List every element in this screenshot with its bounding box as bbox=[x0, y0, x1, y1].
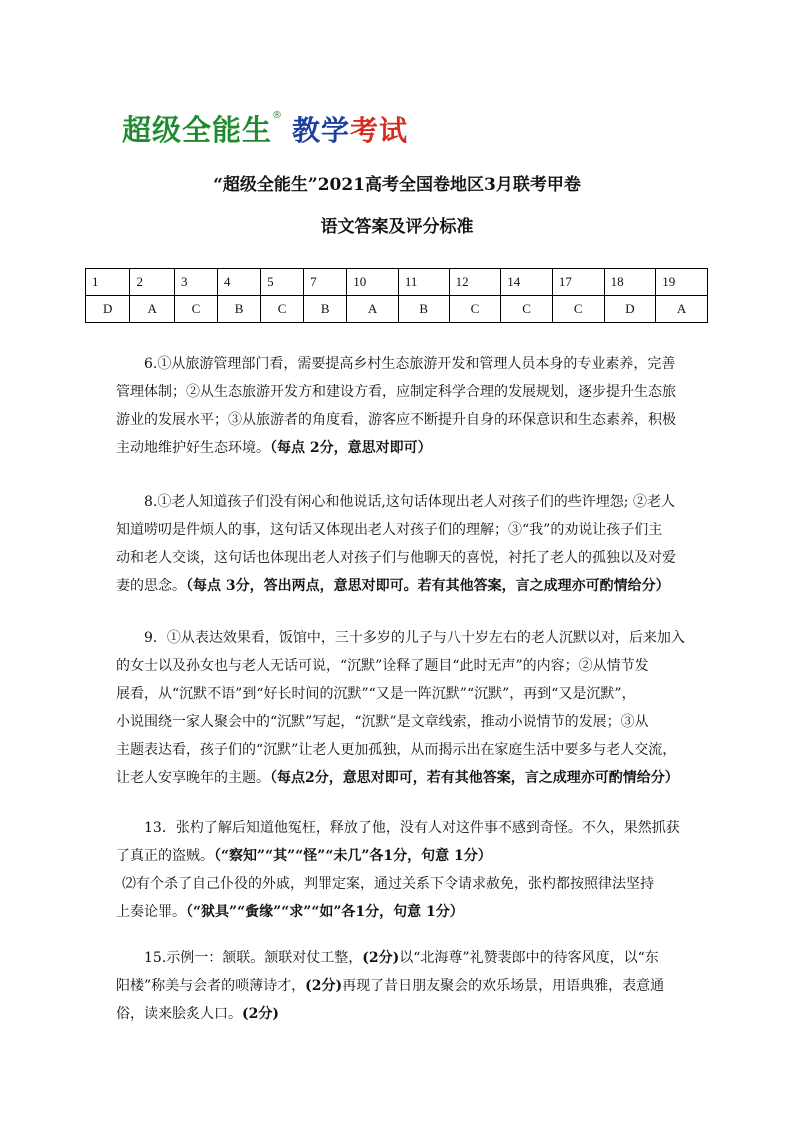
answer-line: 知道唠叨是件烦人的事，这句话又体现出老人对孩子们的理解；③“我”的劝说让孩子们主 bbox=[116, 522, 663, 538]
question-number: 18 bbox=[604, 269, 656, 296]
score-mark: (2分) bbox=[305, 978, 343, 994]
answer-letter: C bbox=[552, 296, 604, 323]
answer-line: 8.①老人知道孩子们没有闲心和他说话,这句话体现出老人对孩子们的些许埋怨; ②老人 bbox=[144, 494, 675, 510]
answer-line: 游业的发展水平；③从旅游者的角度看，游客应不断提升自身的环保意识和生态素养，积极 bbox=[116, 412, 676, 428]
answer-line: 管理体制；②从生态旅游开发方和建设方看，应制定科学合理的发展规划，逐步提升生态旅 bbox=[116, 384, 676, 400]
answer-q15 bbox=[116, 944, 702, 1028]
answer-letter-row bbox=[86, 296, 708, 323]
score-mark: (2分) bbox=[242, 1006, 279, 1022]
answer-line: 让老人安享晚年的主题。 bbox=[116, 770, 270, 786]
question-number: 11 bbox=[398, 269, 449, 296]
question-number: 17 bbox=[552, 269, 604, 296]
answer-letter: A bbox=[347, 296, 399, 323]
answer-letter: A bbox=[130, 296, 174, 323]
question-number: 1 bbox=[86, 269, 130, 296]
answer-table bbox=[85, 268, 708, 323]
answer-line: 小说围绕一家人聚会中的“沉默”写起，“沉默”是文章线索，推动小说情节的发展；③从 bbox=[116, 714, 649, 730]
answer-letter: C bbox=[449, 296, 501, 323]
question-number: 10 bbox=[347, 269, 399, 296]
answer-line: 上奏论罪。 bbox=[116, 904, 186, 920]
logo-brand-text: 超级全能生 bbox=[122, 113, 273, 147]
answer-q8 bbox=[116, 488, 702, 600]
answer-letter: D bbox=[86, 296, 130, 323]
scoring-note: （“狱具”“夤缘”“求”“如”各1分，句意 1分） bbox=[186, 904, 464, 920]
answer-line: 主动地维护好生态环境。 bbox=[116, 440, 270, 456]
question-number: 7 bbox=[304, 269, 347, 296]
scoring-note: （每点 2分，意思对即可） bbox=[270, 440, 432, 456]
answer-q9 bbox=[116, 624, 702, 792]
answer-letter: A bbox=[656, 296, 708, 323]
answer-line: 的女士以及孙女也与老人无话可说，“沉默”诠释了题目“此时无声”的内容；②从情节发 bbox=[116, 658, 649, 674]
answer-letter: B bbox=[304, 296, 347, 323]
answer-line: 6.①从旅游管理部门看，需要提高乡村生态旅游开发和管理人员本身的专业素养，完善 bbox=[144, 356, 676, 372]
answer-line: 13．张杓了解后知道他冤枉，释放了他，没有人对这件事不感到奇怪。不久，果然抓获 bbox=[144, 820, 680, 836]
answer-line: 展看，从“沉默不语”到“好长时间的沉默”“又是一阵沉默”“沉默”，再到“又是沉默”， bbox=[116, 686, 636, 702]
question-number: 14 bbox=[501, 269, 553, 296]
answer-line: 主题表达看，孩子们的“沉默”让老人更加孤独，从而揭示出在家庭生活中要多与老人交流， bbox=[116, 742, 677, 758]
answer-line: 以“北海尊”礼赞裴郎中的待客风度，以“东 bbox=[399, 950, 659, 966]
question-number: 4 bbox=[218, 269, 261, 296]
answer-line: 9．①从表达效果看，饭馆中，三十多岁的儿子与八十岁左右的老人沉默以对，后来加入 bbox=[144, 630, 685, 646]
answer-line: ⑵有个杀了自己仆役的外戚，判罪定案，通过关系下令请求赦免，张杓都按照律法坚持 bbox=[122, 876, 654, 892]
question-number: 3 bbox=[174, 269, 217, 296]
scoring-note: （每点2分，意思对即可，若有其他答案，言之成理亦可酌情给分） bbox=[270, 770, 679, 786]
answer-letter: B bbox=[398, 296, 449, 323]
brand-logo bbox=[122, 108, 408, 148]
answer-line: 妻的思念。 bbox=[116, 578, 186, 594]
question-number-row bbox=[86, 269, 708, 296]
answer-line: 阳楼”称美与会者的唢薄诗才， bbox=[116, 978, 306, 994]
logo-sub-blue: 教学 bbox=[292, 114, 351, 147]
question-number: 19 bbox=[656, 269, 708, 296]
logo-sub-red: 考试 bbox=[350, 114, 409, 147]
answer-q13 bbox=[116, 814, 702, 926]
answer-line: 15.示例一：颔联。颔联对仗工整， bbox=[144, 950, 363, 966]
answer-line: 动和老人交谈，这句话也体现出老人对孩子们与他聊天的喜悦，衬托了老人的孤独以及对爱 bbox=[116, 550, 676, 566]
document-subtitle: 语文答案及评分标准 bbox=[320, 217, 474, 237]
document-title: “超级全能生”2021高考全国卷地区3月联考甲卷 bbox=[213, 175, 581, 195]
scoring-note: （每点 3分，答出两点，意思对即可。若有其他答案，言之成理亦可酌情给分） bbox=[186, 578, 670, 594]
registered-mark: ® bbox=[272, 110, 283, 121]
answer-line: 再现了昔日朋友聚会的欢乐场景，用语典雅，表意通 bbox=[342, 978, 665, 994]
answer-letter: C bbox=[174, 296, 217, 323]
question-number: 5 bbox=[261, 269, 304, 296]
answer-letter: C bbox=[501, 296, 553, 323]
answer-letter: B bbox=[218, 296, 261, 323]
question-number: 2 bbox=[130, 269, 174, 296]
question-number: 12 bbox=[449, 269, 501, 296]
scoring-note: （“察知”“其”“怪”“未几”各1分，句意 1分） bbox=[214, 848, 492, 864]
answer-letter: D bbox=[604, 296, 656, 323]
score-mark: (2分) bbox=[362, 950, 400, 966]
answer-line: 了真正的盗贼。 bbox=[116, 848, 214, 864]
answer-letter: C bbox=[261, 296, 304, 323]
answer-q6 bbox=[116, 350, 702, 462]
answer-line: 俗，读来脍炙人口。 bbox=[116, 1006, 242, 1022]
